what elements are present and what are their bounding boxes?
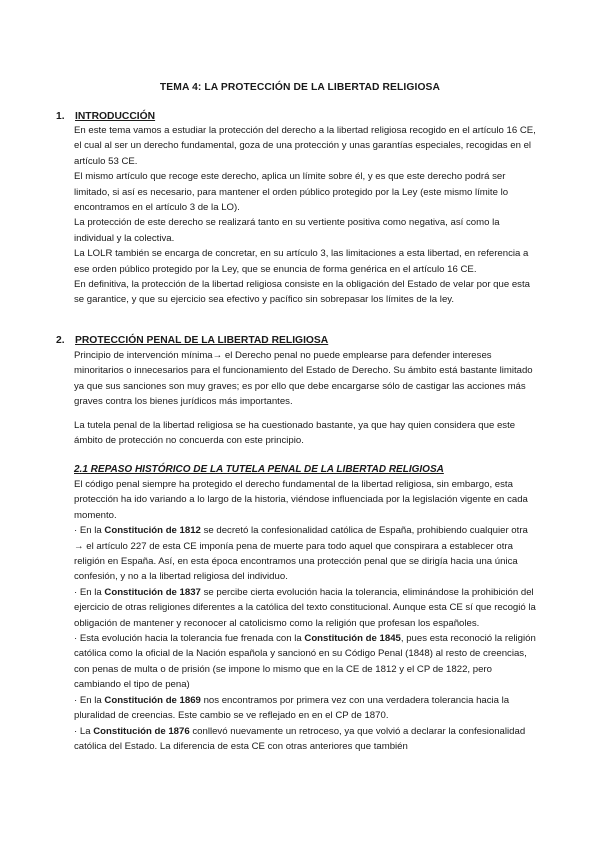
section-title: INTRODUCCIÓN (75, 111, 156, 122)
list-item: · En la Constitución de 1837 se percibe cierta evolución hacia la tolerancia, eliminándose la prohibición del ejercicio de otras religiones diferentes a la católica del texto constitucional. Aunque esta CE sí que recogió la obligación de mantener y reconocer al catolicismo como la religión que profesan los españoles. (74, 586, 536, 629)
section-2-heading (56, 335, 328, 346)
subsection-heading: 2.1 REPASO HISTÓRICO DE LA TUTELA PENAL DE LA LIBERTAD RELIGIOSA (74, 464, 444, 475)
section-number: 1. (56, 111, 65, 122)
list-item: · La Constitución de 1876 conllevó nuevamente un retroceso, ya que volvió a declarar la confesionalidad católica del Estado. La diferencia de esta CE con otras anteriores que también (74, 725, 526, 752)
paragraph: La protección de este derecho se realizará tanto en su vertiente positiva como negativa, así como la individual y la colectiva. (74, 217, 500, 244)
section-1-heading (56, 111, 155, 122)
page-title: TEMA 4: LA PROTECCIÓN DE LA LIBERTAD RELIGIOSA (159, 82, 441, 93)
paragraph: La LOLR también se encarga de concretar, en su artículo 3, las limitaciones a esta libertad, en referencia a ese orden público protegido por la Ley, que se enuncia de forma genérica en el artículo 16 CE. (74, 248, 529, 275)
paragraph: En definitiva, la protección de la libertad religiosa consiste en la obligación del Estado de velar por que esta se garantice, y que su ejercicio sea efectivo y pacífico sin sobrepasar los límites de la ley. (74, 279, 530, 306)
section-number: 2. (56, 335, 65, 346)
subsection-body (74, 477, 540, 754)
section-title: PROTECCIÓN PENAL DE LA LIBERTAD RELIGIOSA (75, 335, 329, 346)
list-item: · En la Constitución de 1869 nos encontramos por primera vez con una verdadera tolerancia hacia la pluralidad de creencias. Este cambio se ve reflejado en en el CP de 1870. (74, 694, 510, 722)
paragraph: La tutela penal de la libertad religiosa se ha cuestionado bastante, ya que hay quien considera que este ámbito de protección no concuerda con este principio. (74, 419, 516, 447)
paragraph: En este tema vamos a estudiar la protección del derecho a la libertad religiosa recogido en el artículo 16 CE, el cual al ser un derecho fundamental, goza de una protección y unas garantías especiales, recogidas en el artículo 53 CE. (74, 125, 536, 167)
section-1-body (74, 123, 540, 308)
list-item: · En la Constitución de 1812 se decretó la confesionalidad católica de España, prohibiendo cualquier otra → el artículo 227 de esta CE imponía pena de muerte para todo aquel que conspirara a establecer otra religión en España. Así, en esta época encontramos una protección penal que se dirigía hacia una única confesión, y no a la libertad religiosa del individuo. (74, 525, 528, 583)
paragraph: El código penal siempre ha protegido el derecho fundamental de la libertad religiosa, sin embargo, esta protección ha ido variando a lo largo de la historia, viéndose influenciada por la legislación vigente en cada momento. (74, 479, 528, 521)
list-item: · Esta evolución hacia la tolerancia fue frenada con la Constitución de 1845, pues esta reconoció la religión católica como la oficial de la Nación española y sancionó en su Código Penal (1848) al resto de creencias, con penas de multa o de prisión (se impone lo mismo que en la CE de 1812 y el CP de 1822, pero cambiando el tipo de pena) (74, 633, 536, 691)
section-2-body (74, 348, 540, 448)
paragraph: El mismo artículo que recoge este derecho, aplica un límite sobre él, y es que este derecho podrá ser limitado, si así es necesario, para mantener el orden público protegido por la Ley (este mismo límite lo encontramos en el artículo 3 de la LO). (74, 171, 509, 214)
paragraph: Principio de intervención mínima→ el Derecho penal no puede emplearse para defender intereses minoritarios o innecesarios para el funcionamiento del Estado de Derecho. Su ámbito está bastante limitado ya que sus sanciones son muy graves; es por ello que debe encargarse sólo de castigar las acciones más graves contra los bienes jurídicos más importantes. (74, 350, 533, 408)
